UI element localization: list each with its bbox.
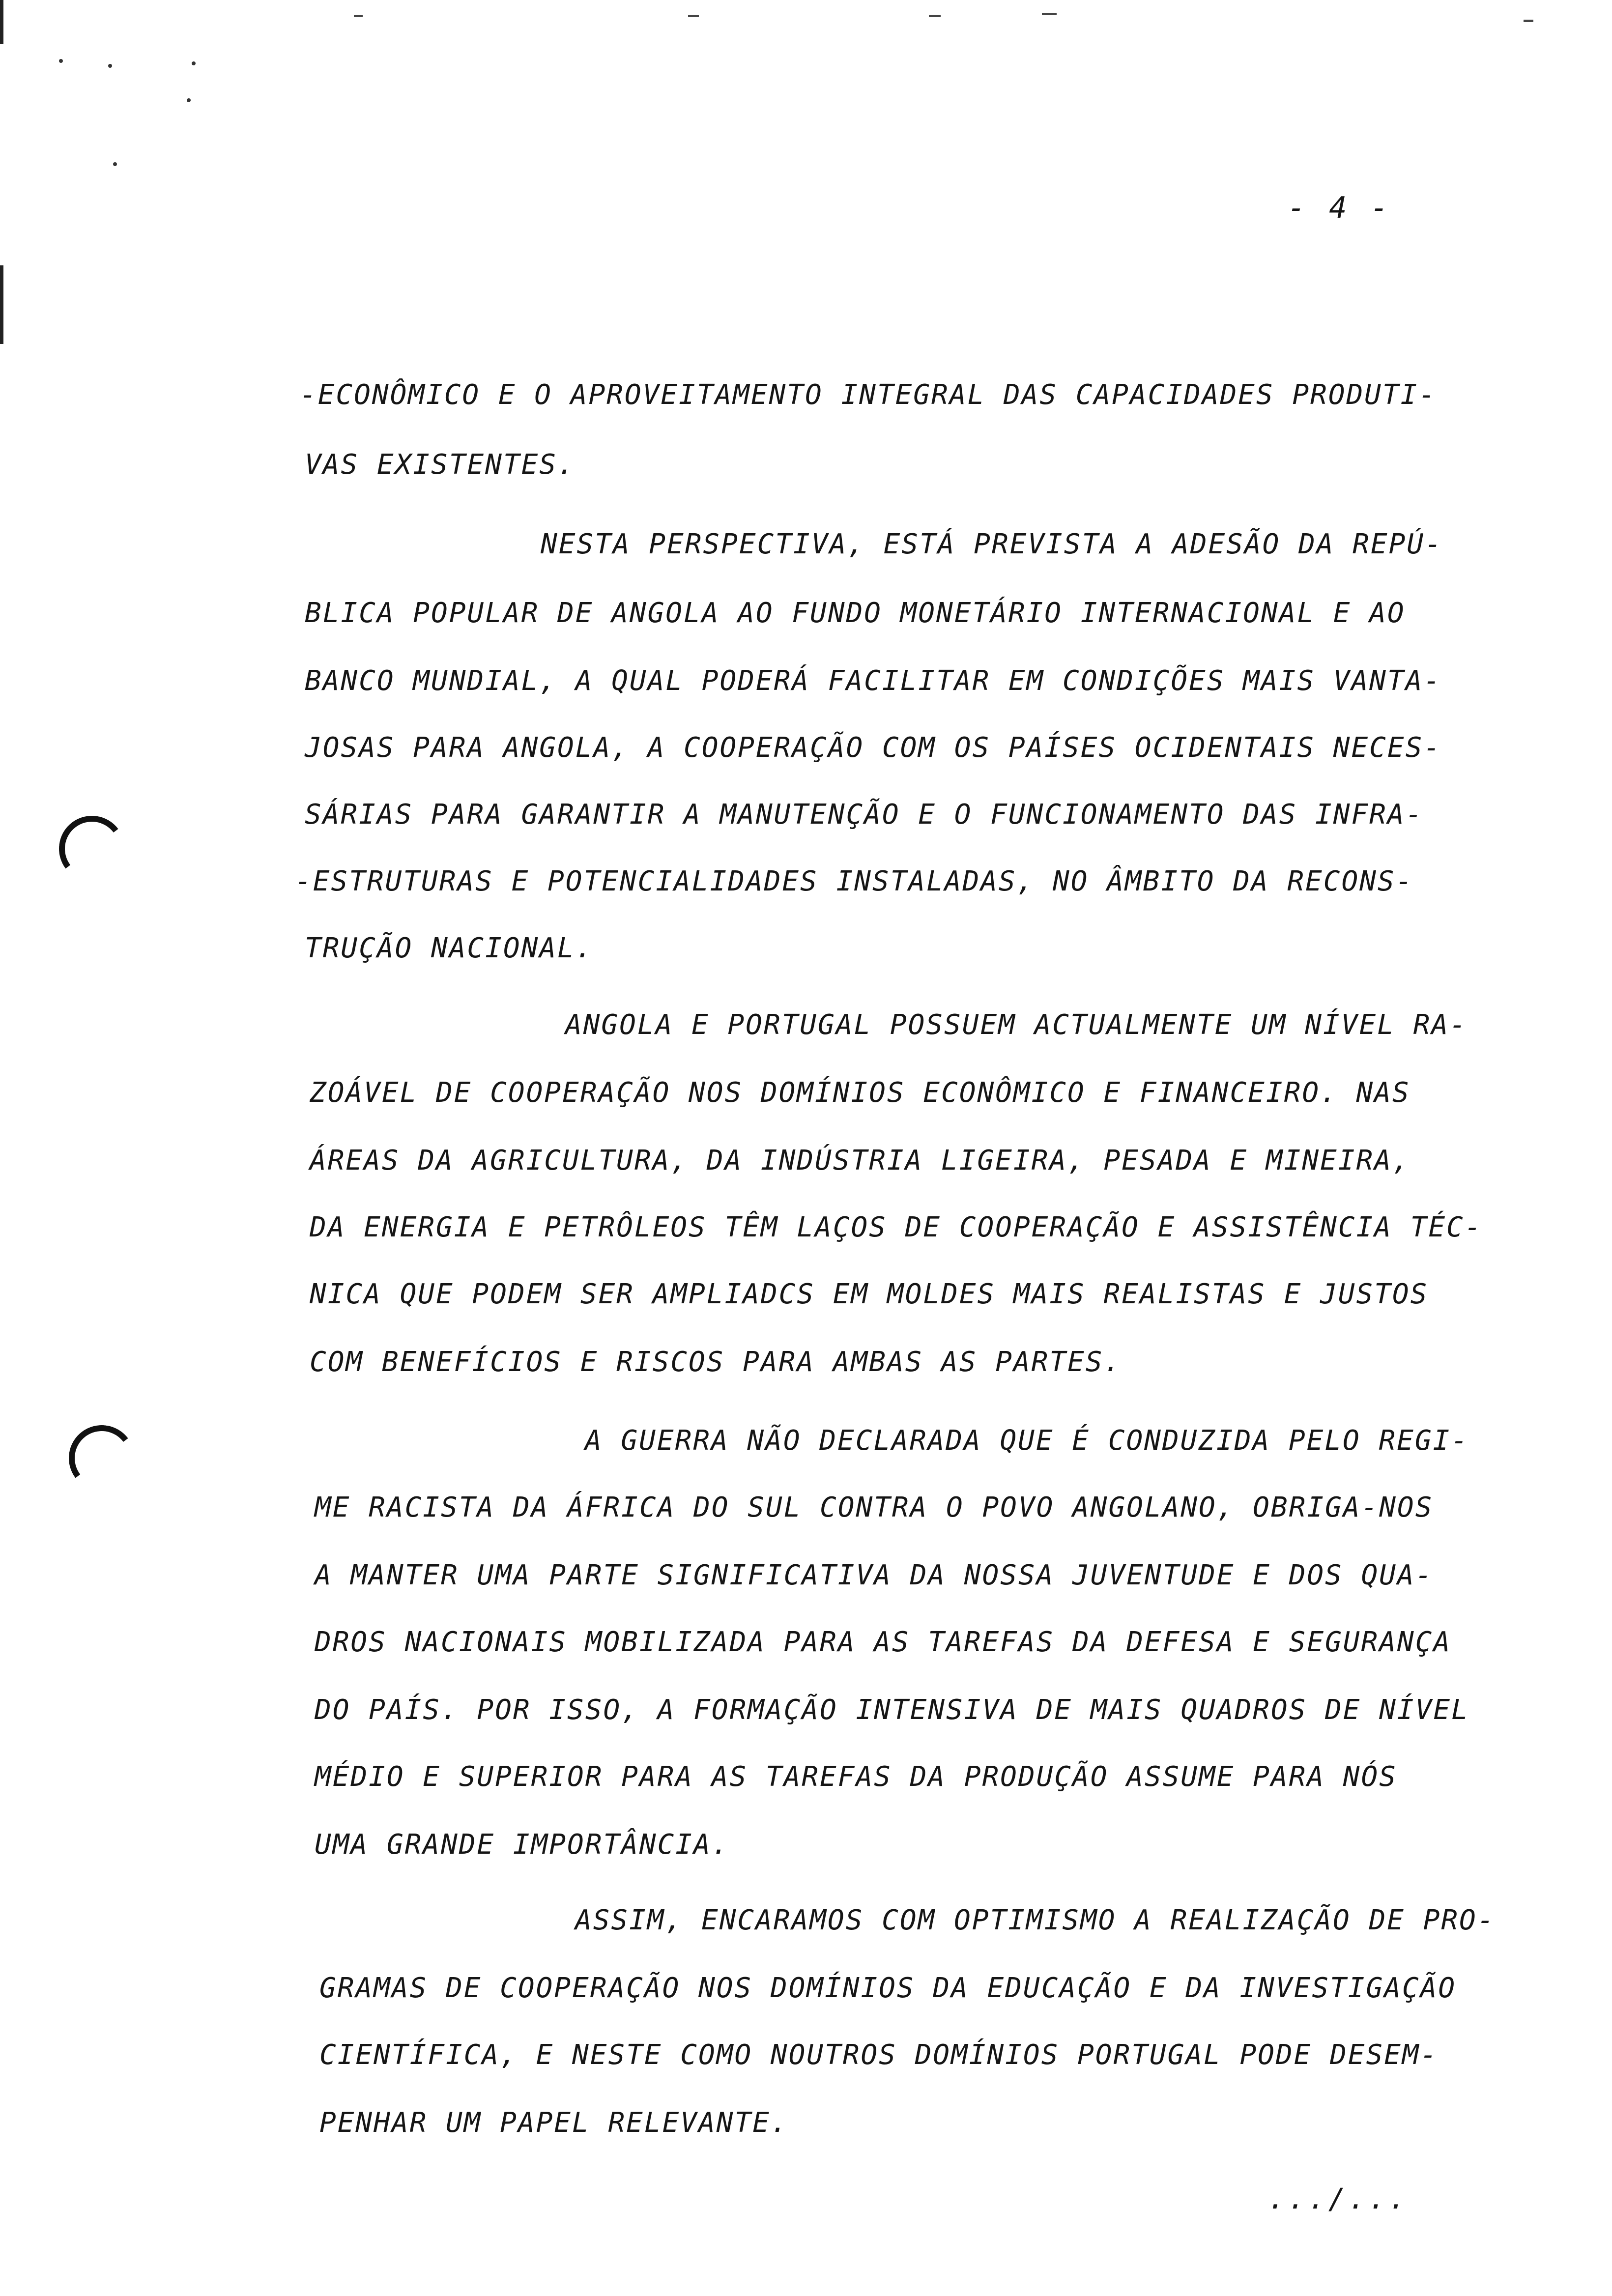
text-line: COM BENEFÍCIOS E RISCOS PARA AMBAS AS PARTES. bbox=[310, 1346, 1122, 1378]
text-line: ANGOLA E PORTUGAL POSSUEM ACTUALMENTE UM NÍVEL RA- bbox=[565, 1009, 1468, 1041]
text-line: BLICA POPULAR DE ANGOLA AO FUNDO MONETÁRIO INTERNACIONAL E AO bbox=[305, 597, 1406, 629]
scan-speck bbox=[688, 15, 699, 17]
scan-speck bbox=[187, 98, 191, 102]
punch-hole-mark bbox=[64, 1421, 139, 1495]
scan-edge-mark bbox=[0, 0, 3, 44]
text-line: ÁREAS DA AGRICULTURA, DA INDÚSTRIA LIGEIRA, PESADA E MINEIRA, bbox=[310, 1145, 1410, 1177]
text-line: BANCO MUNDIAL, A QUAL PODERÁ FACILITAR EM CONDIÇÕES MAIS VANTA- bbox=[305, 665, 1442, 697]
text-line: UMA GRANDE IMPORTÂNCIA. bbox=[315, 1829, 730, 1861]
text-line: ME RACISTA DA ÁFRICA DO SUL CONTRA O POVO ANGOLANO, OBRIGA-NOS bbox=[315, 1492, 1434, 1523]
text-line: -ECONÔMICO E O APROVEITAMENTO INTEGRAL DAS CAPACIDADES PRODUTI- bbox=[300, 379, 1437, 411]
text-line: MÉDIO E SUPERIOR PARA AS TAREFAS DA PRODUÇÃO ASSUME PARA NÓS bbox=[315, 1761, 1397, 1793]
continuation-mark: .../... bbox=[1268, 2182, 1409, 2215]
text-line: ASSIM, ENCARAMOS COM OPTIMISMO A REALIZAÇÃO DE PRO- bbox=[575, 1904, 1496, 1936]
text-line: ZOÁVEL DE COOPERAÇÃO NOS DOMÍNIOS ECONÔMICO E FINANCEIRO. NAS bbox=[310, 1077, 1410, 1109]
page-number: - 4 - bbox=[1288, 191, 1391, 225]
scan-speck bbox=[192, 61, 196, 65]
text-line: PENHAR UM PAPEL RELEVANTE. bbox=[319, 2107, 789, 2139]
scan-speck bbox=[929, 15, 941, 17]
text-line: DROS NACIONAIS MOBILIZADA PARA AS TAREFAS DA DEFESA E SEGURANÇA bbox=[315, 1626, 1452, 1658]
text-line: NESTA PERSPECTIVA, ESTÁ PREVISTA A ADESÃO DA REPÚ- bbox=[541, 528, 1443, 560]
punch-hole-mark bbox=[55, 811, 129, 886]
text-line: VAS EXISTENTES. bbox=[305, 449, 576, 481]
text-line: DA ENERGIA E PETRÔLEOS TÊM LAÇOS DE COOPERAÇÃO E ASSISTÊNCIA TÉC- bbox=[310, 1211, 1483, 1243]
scan-speck bbox=[108, 64, 112, 68]
text-line: DO PAÍS. POR ISSO, A FORMAÇÃO INTENSIVA DE MAIS QUADROS DE NÍVEL bbox=[315, 1694, 1469, 1726]
text-line: CIENTÍFICA, E NESTE COMO NOUTROS DOMÍNIOS PORTUGAL PODE DESEM- bbox=[319, 2039, 1439, 2071]
text-line: NICA QUE PODEM SER AMPLIADCS EM MOLDES MAIS REALISTAS E JUSTOS bbox=[310, 1278, 1429, 1310]
text-line: TRUÇÃO NACIONAL. bbox=[305, 932, 594, 964]
text-line: A GUERRA NÃO DECLARADA QUE É CONDUZIDA PELO REGI- bbox=[585, 1425, 1469, 1457]
text-line: GRAMAS DE COOPERAÇÃO NOS DOMÍNIOS DA EDUCAÇÃO E DA INVESTIGAÇÃO bbox=[319, 1972, 1457, 2004]
scan-speck bbox=[113, 162, 117, 166]
scan-speck bbox=[1042, 13, 1057, 15]
text-line: SÁRIAS PARA GARANTIR A MANUTENÇÃO E O FUNCIONAMENTO DAS INFRA- bbox=[305, 799, 1424, 831]
scan-speck bbox=[59, 59, 63, 63]
text-line: A MANTER UMA PARTE SIGNIFICATIVA DA NOSSA JUVENTUDE E DOS QUA- bbox=[315, 1559, 1434, 1591]
scan-speck bbox=[354, 15, 363, 17]
text-line: JOSAS PARA ANGOLA, A COOPERAÇÃO COM OS PAÍSES OCIDENTAIS NECES- bbox=[305, 732, 1442, 764]
scan-speck bbox=[1524, 20, 1533, 22]
scan-edge-mark bbox=[0, 265, 3, 344]
text-line: -ESTRUTURAS E POTENCIALIDADES INSTALADAS, NO ÂMBITO DA RECONS- bbox=[295, 865, 1414, 897]
